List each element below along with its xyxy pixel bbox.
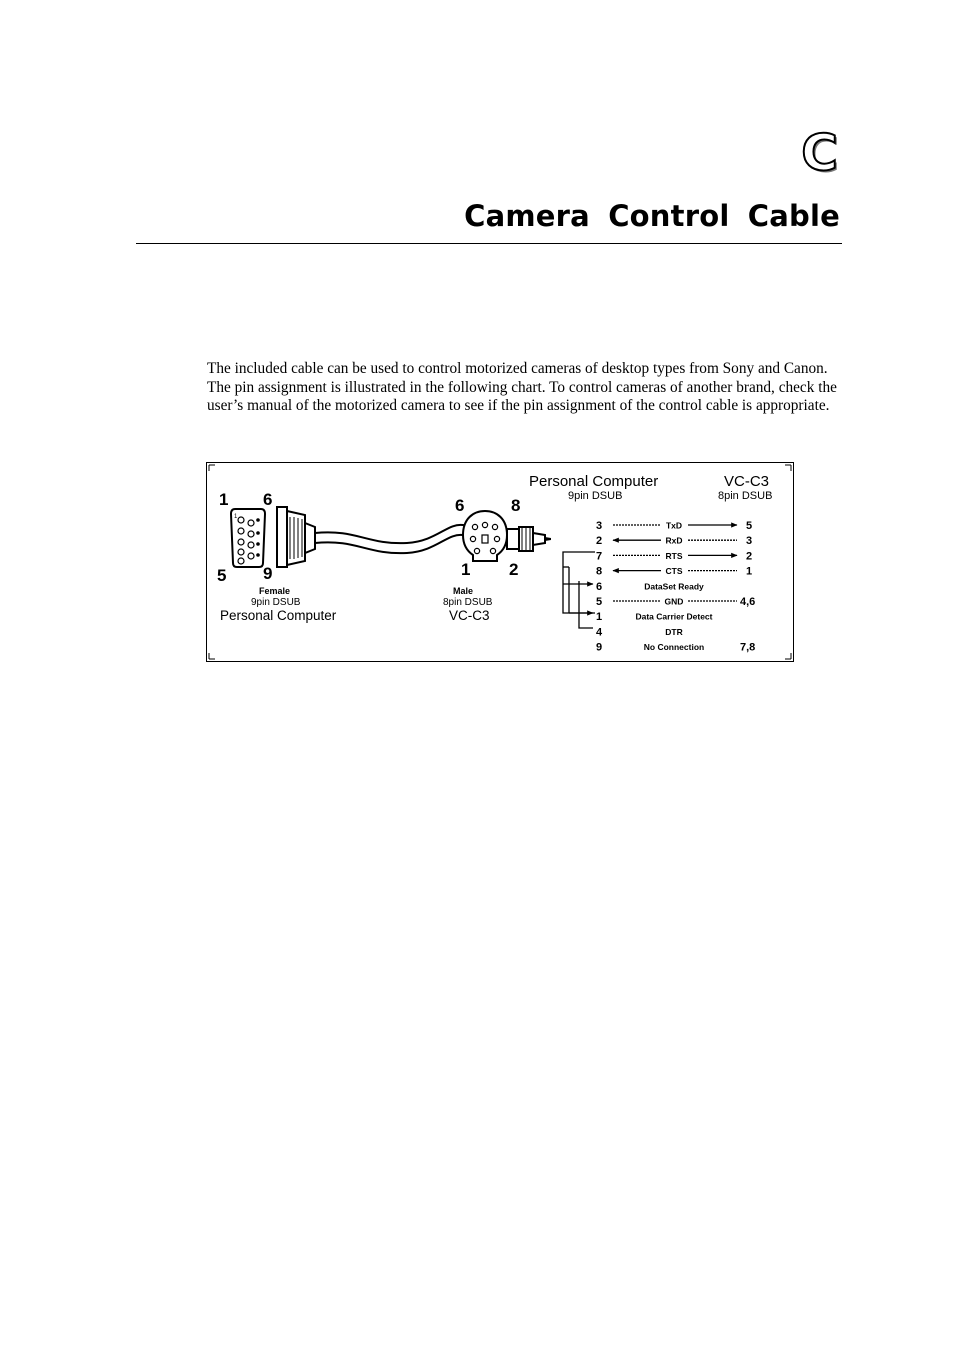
cam-type-label: 8pin DSUB xyxy=(443,597,493,608)
row-cam-pin: 3 xyxy=(746,535,753,548)
row-signal-label: GND xyxy=(664,596,684,607)
row-pc-pin: 6 xyxy=(596,580,603,593)
table-left-header: Personal Computer xyxy=(529,473,659,490)
cam-name-label: VC-C3 xyxy=(449,608,490,623)
table-right-header: VC-C3 xyxy=(724,473,770,490)
pc-pin-6-label: 6 xyxy=(263,490,273,509)
row-signal-label: DataSet Ready xyxy=(644,581,704,592)
title-rule xyxy=(136,243,842,244)
row-cam-pin: 1 xyxy=(746,565,753,578)
row-signal-label: RTS xyxy=(665,550,683,561)
row-signal-label: TxD xyxy=(665,520,683,531)
pc-pin-9-label: 9 xyxy=(263,564,273,583)
cam-pin-8-label: 8 xyxy=(511,496,521,515)
pin-assignment-diagram xyxy=(207,463,793,661)
row-signal-label: No Connection xyxy=(643,642,705,653)
row-signal-label: CTS xyxy=(665,566,683,577)
row-cam-pin: 7,8 xyxy=(740,641,756,654)
row-pc-pin: 2 xyxy=(596,535,603,548)
pc-pin-1-label: 1 xyxy=(219,490,229,509)
row-pc-pin: 8 xyxy=(596,565,603,578)
row-cam-pin: 5 xyxy=(746,520,753,532)
row-cam-pin: 2 xyxy=(746,550,753,563)
chapter-letter: C xyxy=(801,124,838,182)
pc-pin-5-label: 5 xyxy=(217,566,227,585)
cam-pin-2-label: 2 xyxy=(509,560,519,579)
chapter-title: Camera Control Cable xyxy=(464,199,840,233)
cam-pin-6-label: 6 xyxy=(455,496,465,515)
row-pc-pin: 9 xyxy=(596,641,603,654)
row-pc-pin: 1 xyxy=(596,611,603,624)
pc-gender-label: Female xyxy=(259,586,291,596)
row-signal-label: Data Carrier Detect xyxy=(635,611,713,622)
row-pc-pin: 4 xyxy=(596,626,603,639)
table-rows xyxy=(596,520,755,654)
row-signal-label: DTR xyxy=(665,626,683,637)
row-signal-label: RxD xyxy=(665,535,683,546)
pin-assignment-table xyxy=(529,473,772,654)
row-pc-pin: 5 xyxy=(596,596,603,608)
camera-8pin-connector xyxy=(433,496,551,623)
row-pc-pin: 3 xyxy=(596,520,603,532)
pc-type-label: 9pin DSUB xyxy=(251,597,301,608)
intro-paragraph: The included cable can be used to control motorized cameras of desktop types from Sony and Canon. The pin assignment is illustrated in the following chart. To control cameras of another brand, check the user’s manual of the motorized camera to see if the pin assignment of the control cable is appropriate. xyxy=(207,360,837,415)
cam-pin-1-label: 1 xyxy=(461,560,471,579)
row-cam-pin: 4,6 xyxy=(740,596,756,608)
cam-gender-label: Male xyxy=(453,586,474,596)
table-right-subheader: 8pin DSUB xyxy=(718,490,773,502)
pc-name-label: Personal Computer xyxy=(220,608,337,623)
table-left-subheader: 9pin DSUB xyxy=(568,490,623,502)
pc-small-pin-label: 1 xyxy=(234,514,238,520)
row-pc-pin: 7 xyxy=(596,550,603,563)
pin-assignment-figure xyxy=(206,462,794,662)
